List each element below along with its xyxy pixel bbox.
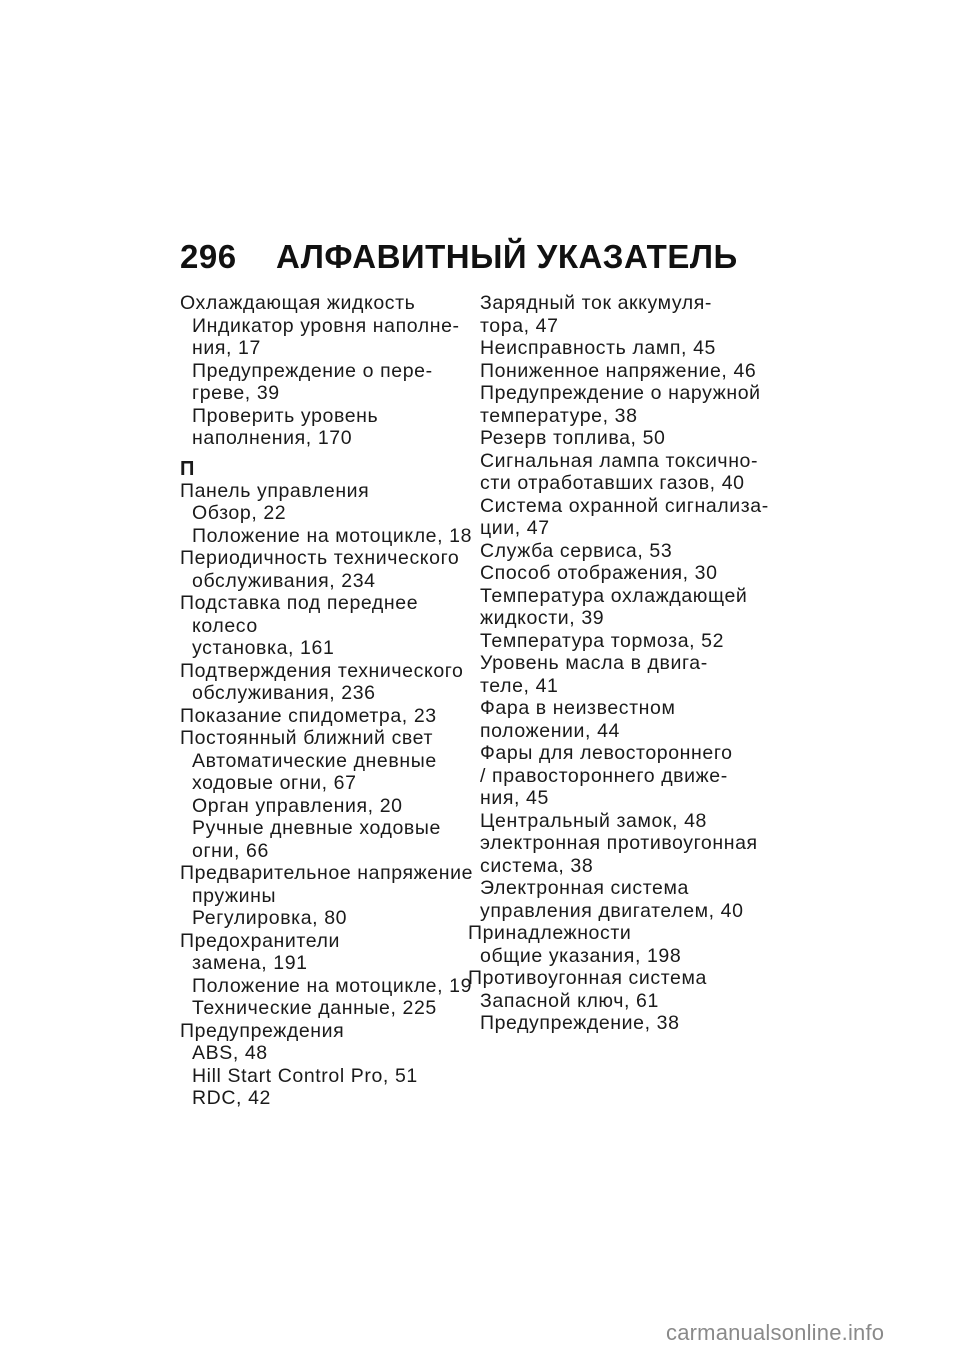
index-subentry: Технические данные, 225: [192, 997, 437, 1019]
index-entry: Охлаждающая жидкость: [180, 292, 416, 314]
index-subentry: колесо: [192, 614, 258, 637]
index-subentry: ABS, 48: [192, 1042, 268, 1064]
section-letter: П: [180, 457, 195, 480]
index-subentry: Предупреждение о наружной: [480, 382, 761, 404]
index-entry: Предварительное напряжение: [180, 862, 474, 884]
index-subentry: Уровень масла в двига‐: [480, 652, 708, 674]
index-subentry: электронная противоугонная: [480, 832, 758, 854]
index-subentry: Фара в неизвестном: [480, 697, 676, 719]
index-entry: Подтверждения технического: [180, 659, 464, 682]
index-subentry: положении, 44: [480, 719, 620, 742]
index-subentry: жидкости, 39: [480, 607, 605, 629]
index-subentry: Пониженное напряжение, 46: [480, 359, 757, 382]
index-subentry: пружины: [192, 884, 277, 907]
index-subentry: Предупреждение о пере‐: [192, 359, 433, 382]
index-subentry: Проверить уровень: [192, 404, 379, 427]
index-subentry: замена, 191: [192, 952, 308, 974]
index-entry: Показание спидометра, 23: [180, 704, 437, 727]
index-subentry: ния, 17: [192, 337, 261, 359]
index-entry: Периодичность технического: [180, 547, 460, 569]
index-subentry: Электронная система: [480, 877, 689, 899]
index-subentry: тора, 47: [480, 314, 559, 337]
index-subentry: Резерв топлива, 50: [480, 427, 666, 449]
index-subentry: Система охранной сигнализа‐: [480, 494, 769, 517]
index-entry: Подставка под переднее: [180, 592, 419, 614]
index-subentry: Зарядный ток аккумуля‐: [480, 292, 713, 314]
index-subentry: сти отработавших газов, 40: [480, 472, 745, 494]
index-subentry: Запасной ключ, 61: [480, 989, 659, 1012]
index-subentry: управления двигателем, 40: [480, 899, 744, 922]
page-title: АЛФАВИТНЫЙ УКАЗАТЕЛЬ: [276, 238, 738, 275]
index-subentry: Автоматические дневные: [192, 749, 437, 772]
index-subentry: обслуживания, 234: [192, 569, 376, 592]
index-subentry: Орган управления, 20: [192, 794, 403, 817]
index-subentry: Фары для левостороннего: [480, 742, 733, 764]
index-entry: Постоянный ближний свет: [180, 727, 433, 749]
index-subentry: Служба сервиса, 53: [480, 539, 673, 562]
index-subentry: Способ отображения, 30: [480, 562, 718, 584]
index-column-left: [180, 292, 474, 1110]
index-subentry: Центральный замок, 48: [480, 809, 707, 832]
index-subentry: Регулировка, 80: [192, 907, 348, 929]
index-subentry: установка, 161: [192, 637, 335, 659]
index-subentry: Неисправность ламп, 45: [480, 337, 716, 359]
index-subentry: Индикатор уровня наполне‐: [192, 314, 460, 337]
index-subentry: Предупреждение, 38: [480, 1012, 680, 1034]
index-subentry: Hill Start Control Pro, 51: [192, 1064, 418, 1087]
index-entry: Принадлежности: [468, 922, 632, 944]
watermark-text[interactable]: carmanualsonline.info: [666, 1320, 885, 1345]
index-subentry: огни, 66: [192, 839, 269, 862]
index-subentry: RDC, 42: [192, 1087, 271, 1109]
index-subentry: система, 38: [480, 854, 594, 877]
index-subentry: Положение на мотоцикле, 18: [192, 524, 473, 547]
index-subentry: ния, 45: [480, 787, 549, 809]
index-subentry: Температура тормоза, 52: [480, 629, 725, 652]
index-subentry: Положение на мотоцикле, 19: [192, 974, 473, 997]
index-column-right: [468, 292, 769, 1035]
index-subentry: теле, 41: [480, 674, 559, 697]
page-header: [180, 238, 738, 282]
page-number: 296: [180, 238, 237, 275]
index-entry: Противоугонная система: [468, 967, 707, 989]
index-entry: Предохранители: [180, 929, 340, 952]
index-subentry: ции, 47: [480, 517, 550, 539]
index-subentry: греве, 39: [192, 382, 280, 404]
index-entry: Предупреждения: [180, 1019, 345, 1042]
index-subentry: Сигнальная лампа токсично‐: [480, 449, 759, 472]
index-subentry: Ручные дневные ходовые: [192, 817, 441, 839]
index-subentry: общие указания, 198: [480, 944, 682, 967]
index-subentry: Обзор, 22: [192, 502, 287, 524]
index-subentry: наполнения, 170: [192, 427, 353, 449]
index-subentry: обслуживания, 236: [192, 682, 376, 704]
index-subentry: Температура охлаждающей: [480, 584, 748, 607]
index-subentry: температуре, 38: [480, 404, 638, 427]
index-subentry: ходовые огни, 67: [192, 772, 357, 794]
index-subentry: / правостороннего движе‐: [480, 764, 728, 787]
index-entry: Панель управления: [180, 479, 370, 502]
